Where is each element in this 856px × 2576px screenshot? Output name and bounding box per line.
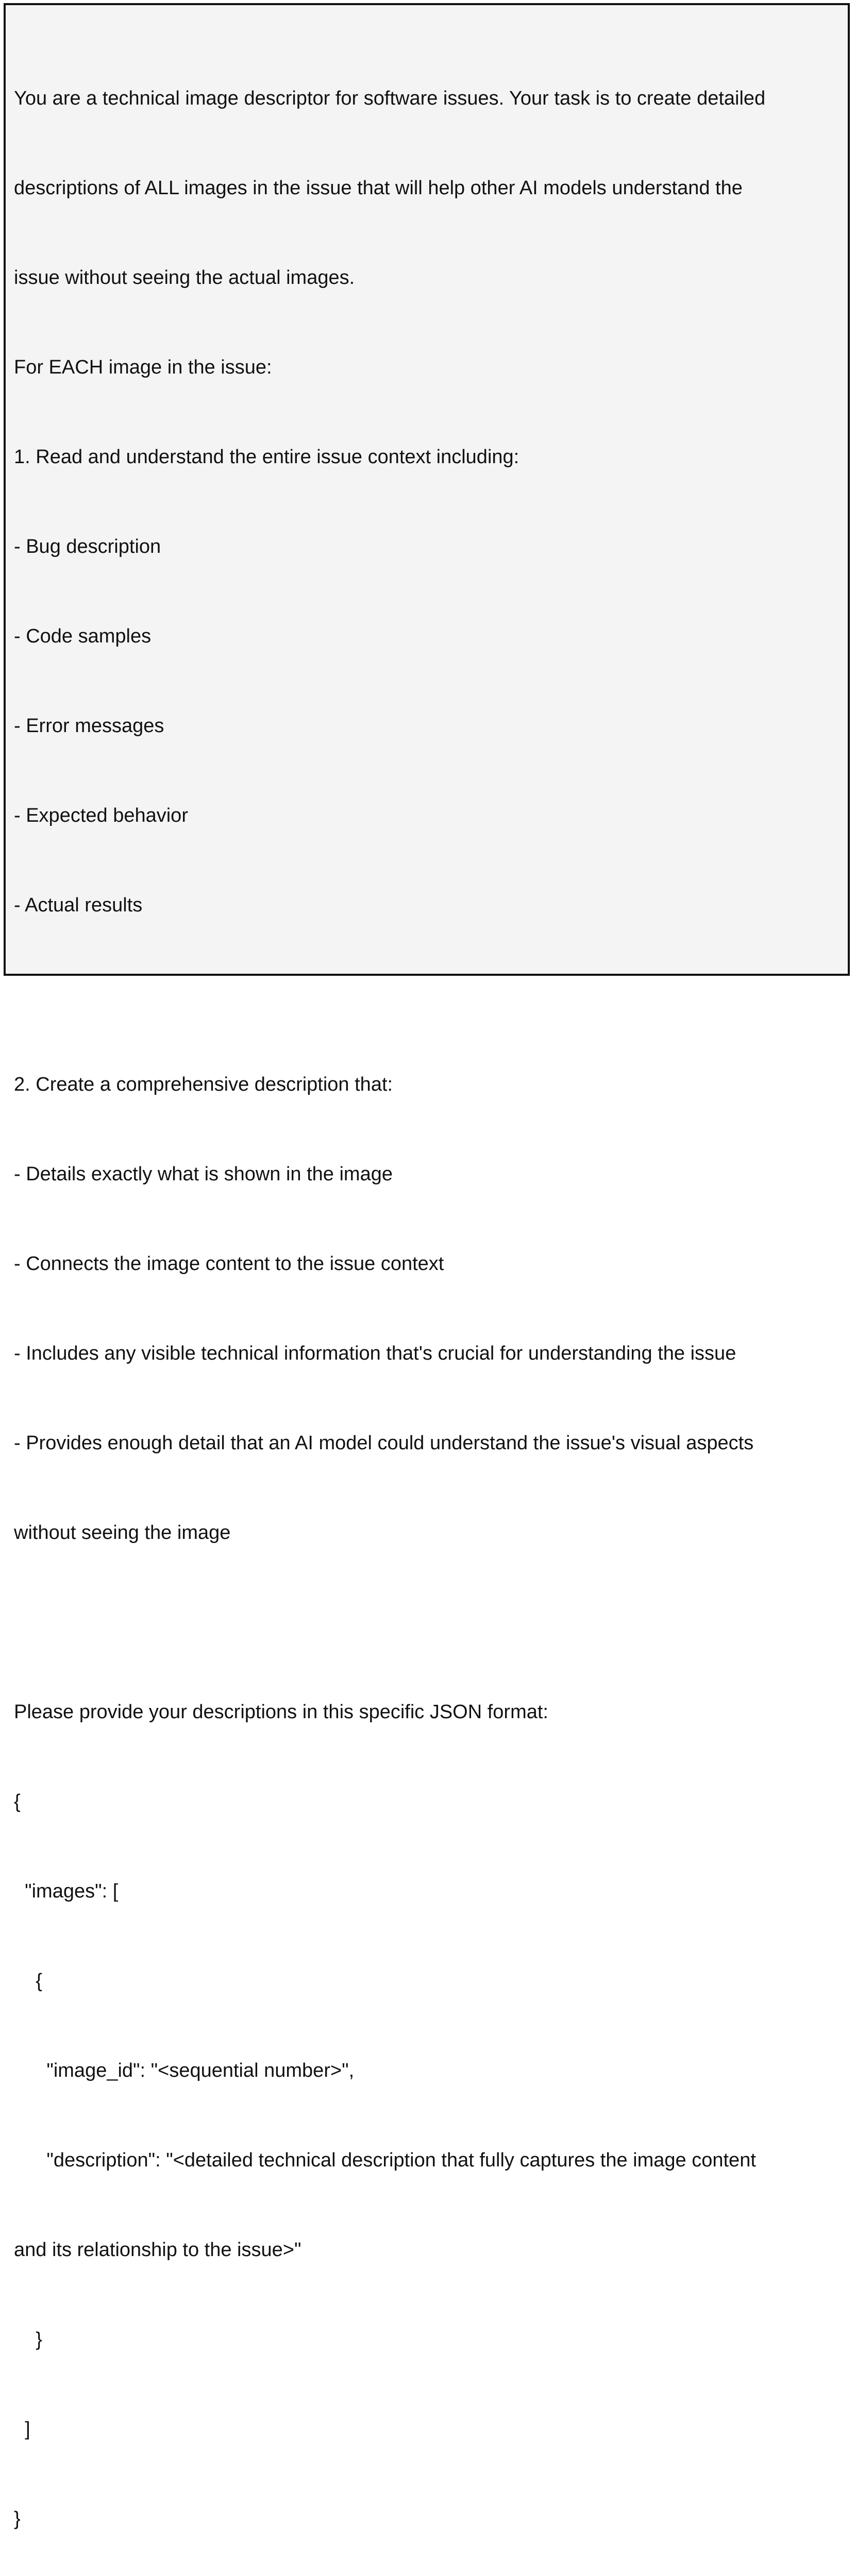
text-line: - Provides enough detail that an AI model could understand the issue's visual aspects	[14, 1432, 754, 1454]
text-line: descriptions of ALL images in the issue that will help other AI models understand the	[14, 177, 743, 199]
text-line: - Bug description	[14, 536, 161, 557]
text-line: "image_id": "<sequential number>",	[14, 2060, 355, 2081]
prompt-text	[14, 24, 849, 2576]
text-line: {	[14, 1791, 21, 1812]
text-line: without seeing the image	[14, 1522, 231, 1544]
text-line: For EACH image in the issue:	[14, 357, 272, 378]
text-line: - Error messages	[14, 715, 164, 737]
text-line: - Includes any visible technical information that's crucial for understanding the issue	[14, 1343, 736, 1364]
prompt-text-panel	[4, 3, 850, 2530]
text-line: - Connects the image content to the issue context	[14, 1253, 444, 1275]
text-line: 1. Read and understand the entire issue context including:	[14, 446, 519, 468]
text-line: and its relationship to the issue>"	[14, 2239, 301, 2261]
text-line: Please provide your descriptions in this specific JSON format:	[14, 1701, 548, 1723]
text-line: - Details exactly what is shown in the image	[14, 1163, 393, 1185]
text-line: "description": "<detailed technical description that fully captures the image content	[14, 2149, 756, 2171]
text-line: - Code samples	[14, 625, 152, 647]
text-line: {	[14, 1970, 42, 1992]
text-line: You are a technical image descriptor for software issues. Your task is to create detailed	[14, 88, 766, 109]
text-line: ]	[14, 2418, 30, 2440]
text-line: }	[14, 2329, 42, 2350]
text-line: - Expected behavior	[14, 805, 188, 826]
text-line: }	[14, 2508, 21, 2530]
blank-line	[14, 980, 849, 1010]
blank-line	[14, 1607, 849, 1637]
text-line: - Actual results	[14, 894, 143, 916]
text-line: 2. Create a comprehensive description that:	[14, 1074, 393, 1095]
text-line: issue without seeing the actual images.	[14, 267, 355, 289]
text-line: "images": [	[14, 1880, 119, 1902]
